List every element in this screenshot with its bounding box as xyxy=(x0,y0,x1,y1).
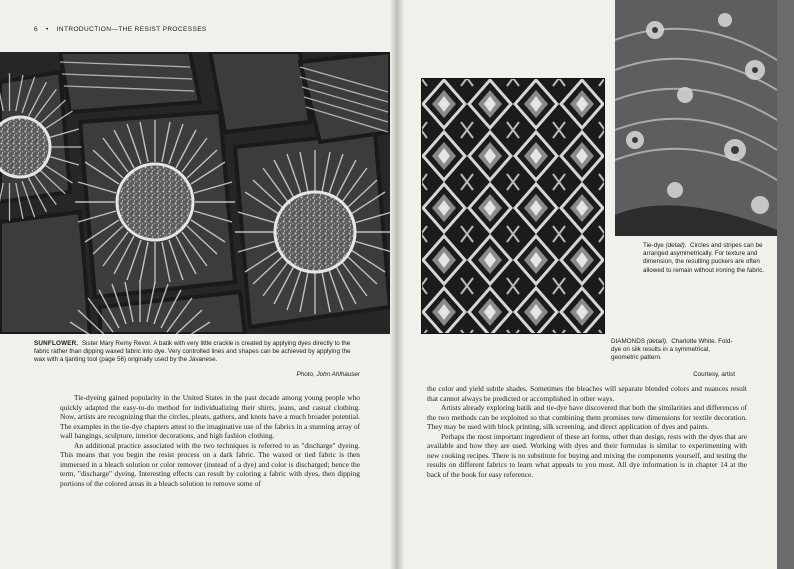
tie-dye-caption-title: Tie-dye xyxy=(643,242,664,249)
right-paragraph: Perhaps the most important ingredient of these art forms, other than design, rests with the dyes that are available and how they are used. Working with dyes and their formulas is similar to experimenting with new cooking recipes. There is no substitute for buying and mixing the components yourself, and testing the results on different fabrics to learn what appeals to you most. All dye information is in chapter 14 at the back of the book for easy reference. xyxy=(427,431,747,479)
book-gutter-shadow xyxy=(390,0,404,569)
diamonds-caption-text: Charlotte White. Fold-dye on silk results in a symmetrical, geometric pattern. xyxy=(611,338,733,362)
tie-dye-caption-detail: (detail). xyxy=(665,242,687,249)
sunflower-caption xyxy=(34,340,360,365)
sunflower-batik-photo xyxy=(0,52,390,334)
header-separator: • xyxy=(46,26,49,33)
sunflower-caption-text: Sister Mary Remy Revor. A batik with very little crackle is created by applying dyes directly to the fabric rather than dipping waxed fabric into dye. Very controlled lines and shapes can be achieved by applying the wax with a tjanting tool (page 56) originally used by the Javanese. xyxy=(34,340,351,364)
left-paragraph: An additional practice associated with the two techniques is referred to as "discharge" dyeing. This means that you begin the resist process on a dark fabric. The waxed or tied fabric is then immersed in a bleach solution or color remover (instead of a dye) and color is discharged; hence the term, "discharge" dyeing. Interesting effects can result by coloring a fabric with dyes, then dipping portions of the colored areas in a bleach solution to remove some of xyxy=(60,440,360,488)
left-paragraph: Tie-dyeing gained popularity in the United States in the past decade among young people who quickly adapted the easy-to-do method for individualizing their shirts, jeans, and casual clothing. Now, artists are recognizing that the circles, pleats, gathers, and knots have a much broader potential. The examples in the tie-dye chapters attest to the imaginative use of the fabrics in a stunning array of wall hangings, sculpture, interior decorations, and high fashion clothing. xyxy=(60,393,360,440)
diamonds-caption-detail: (detail). xyxy=(646,338,668,345)
diamonds-caption xyxy=(611,338,735,363)
left-body-text xyxy=(60,393,360,488)
page-number: 6 xyxy=(34,26,39,33)
chapter-title: INTRODUCTION—THE RESIST PROCESSES xyxy=(56,26,207,33)
sunflower-photo-credit: Photo, John Ahlhauser xyxy=(296,371,360,378)
right-page xyxy=(397,0,777,569)
sunflower-caption-title: SUNFLOWER. xyxy=(34,340,79,347)
right-paragraph: the color and yield subtle shades. Sometimes the bleaches will separate blended colors and nuances result that cannot always be predicted or accomplished in other ways. xyxy=(427,384,747,403)
diamonds-caption-title: DIAMONDS xyxy=(611,338,645,345)
diamonds-fold-dye-photo xyxy=(421,78,605,334)
running-header xyxy=(34,26,207,33)
right-body-text xyxy=(427,384,747,479)
diamonds-photo-credit: Courtesy, artist xyxy=(693,371,735,378)
tie-dye-caption xyxy=(643,242,771,275)
tie-dye-circles-photo xyxy=(615,0,777,236)
right-paragraph: Artists already exploring batik and tie-dye have discovered that both the similarities and differences of the two methods can be exploited so that combining them promises new dimensions for textile decoration. They may be used with block printing, silk screening, and direct application of dyes and paints. xyxy=(427,403,747,431)
tie-dye-caption-text: Circles and stripes can be arranged asymmetrically. For texture and dimension, the resulting puckers are often allowed to remain without ironing the fabric. xyxy=(643,242,765,274)
